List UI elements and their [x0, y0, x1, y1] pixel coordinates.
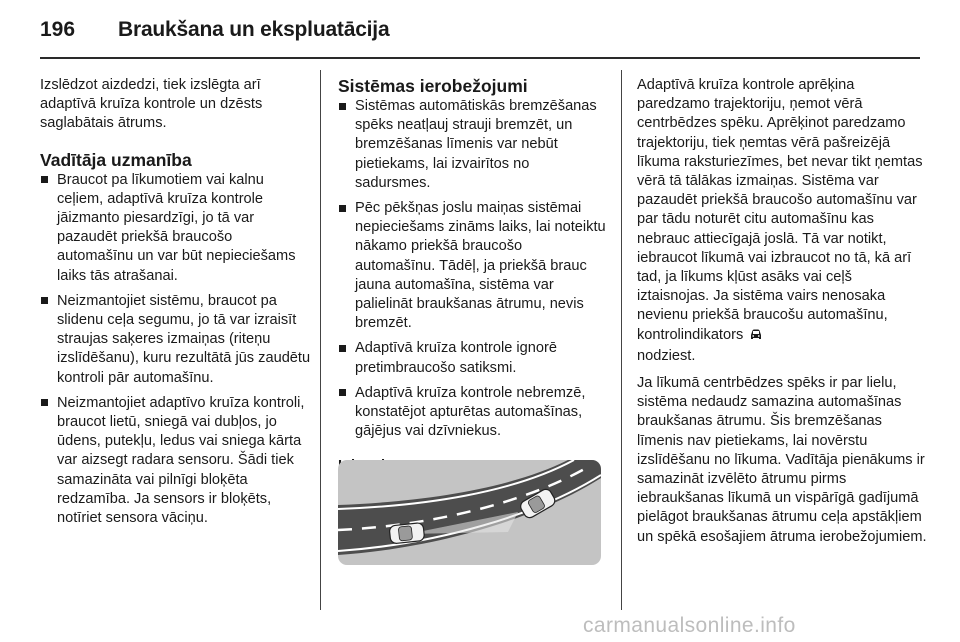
intro-paragraph: Izslēdzot aizdedzi, tiek izslēgta arī adaptīvā kruīza kontrole un dzēsts saglabātais ātrums.	[40, 77, 263, 132]
column-3	[637, 76, 927, 555]
list-item: Sistēmas automātiskās bremzēšanas spēks neatļauj strauji bremzēt, un bremzēšanas līmenis var nebūt pietiekams, lai izvairītos no sadursmes.	[338, 97, 606, 193]
page-number: 196	[40, 18, 76, 41]
column-1	[40, 76, 312, 534]
list-item: Braucot pa līkumotiem vai kalnu ceļiem, adaptīvā kruīza kontrole jāizmanto piesardzīgi, jo tā var pazaudēt priekšā braucošo automašīnu un var būt nepieciešams laiks tās atrašanai.	[40, 171, 312, 286]
trajectory-paragraph	[637, 76, 927, 366]
column-divider-2	[621, 70, 622, 610]
list-item: Neizmantojiet adaptīvo kruīza kontroli, braucot lietū, sniegā vai dubļos, jo ūdens, putekļu, ledus vai sniega kārta var aizsegt radara sensoru. Šādi tiek samazināta vai pilnīgi bloķēta redzamība. Ja sensors ir bloķēts, notīriet sensora vāciņu.	[40, 394, 312, 528]
list-item: Pēc pēkšņas joslu maiņas sistēmai nepieciešams zināms laiks, lai noteiktu nākamo priekšā braucošo automašīnu. Tādēļ, ja priekšā brauc jauna automašīna, sistēma var palielināt braukšanas ātrumu, nevis bremzēt.	[338, 199, 606, 333]
watermark: carmanualsonline.info	[583, 614, 796, 637]
header-rule	[40, 57, 920, 59]
centrifugal-paragraph: Ja līkumā centrbēdzes spēks ir par lielu, sistēma nedaudz samazina automašīnas braukšanas ātrumu. Šis bremzēšanas līmenis nav pietiekams, lai novērstu izslīdēšanu no līkuma. Vadītāja pienākums ir samazināt izvēlēto ātrumu pirms iebraukšanas līkumā un vispārīgā gadījumā pielāgot braukšanas ātrumu ceļa apstākļiem un spēkā esošajiem ātruma ierobežojumiem.	[637, 375, 927, 545]
curve-illustration	[338, 460, 601, 565]
limitations-list	[338, 97, 606, 441]
warning-heading: Vadītāja uzmanība	[40, 149, 192, 170]
list-item: Neizmantojiet sistēmu, braucot pa slidenu ceļa segumu, jo tā var izraisīt straujas saķeres izmaiņas (riteņu izslīdēšanu), kuru rezultātā jūs zaudētu kontroli pār automašīnu.	[40, 292, 312, 388]
trajectory-text: Adaptīvā kruīza kontrole aprēķina paredzamo trajektoriju, ņemot vērā centrbēdzes spēku. Aprēķinot paredzamo trajektoriju, tiek ņemtas vērā pašreizējā līkuma raksturiezīmes, bet nevar tikt ņemtas vērā tā tālākas izmaiņas. Sistēma var pazaudēt priekšā braucošo automašīnu var par tādu noturēt citu automašīnu kas nebrauc attiecīgajā joslā. Tā var notikt, iebraucot līkumā vai izbraucot no tā, kā arī tad, ja līkums kļūst asāks vai ceļš iztaisnojas. Ja sistēma vairs nenosaka nevienu priekšā braucošu automašīnu, kontrolindikators	[637, 77, 923, 343]
column-2	[338, 76, 606, 477]
limitations-heading: Sistēmas ierobežojumi	[338, 76, 528, 96]
warning-list	[40, 171, 312, 529]
column-divider-1	[320, 70, 321, 610]
list-item: Adaptīvā kruīza kontrole ignorē pretimbraucošo satiksmi.	[338, 339, 606, 377]
car-indicator-icon	[749, 328, 763, 347]
list-item: Adaptīvā kruīza kontrole nebremzē, konstatējot apturētas automašīnas, gājējus vai dzīvniekus.	[338, 384, 606, 442]
page-title: Braukšana un ekspluatācija	[118, 18, 390, 41]
trajectory-text-end: nodziest.	[637, 347, 696, 364]
page-header	[40, 10, 920, 50]
